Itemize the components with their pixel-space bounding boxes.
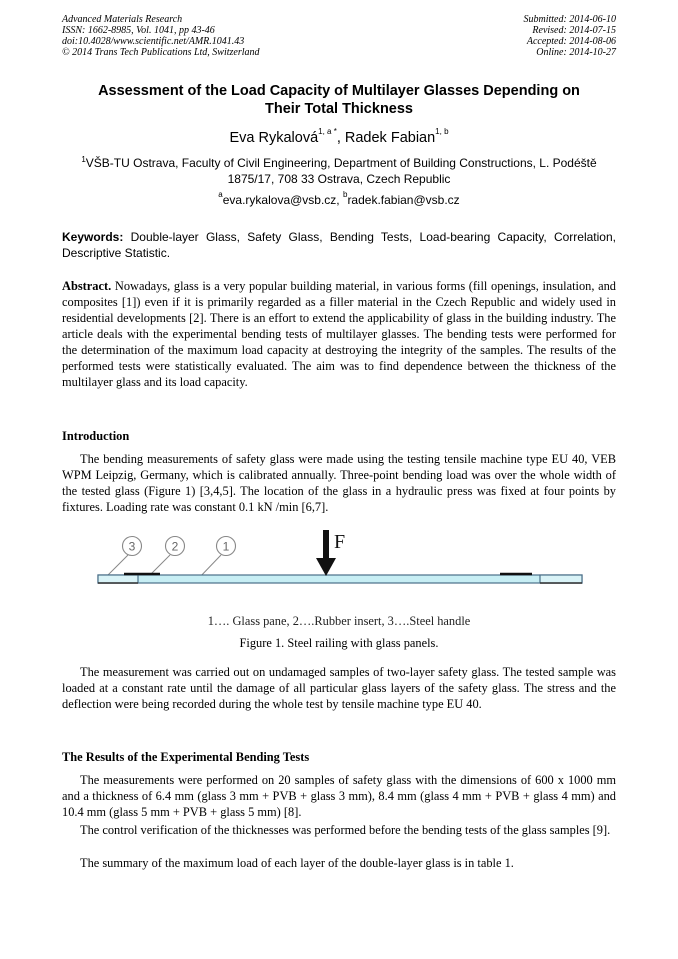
author-2: Radek Fabian [344,130,436,146]
date-online: Online: 2014-10-27 [536,47,616,58]
title-line-2: Their Total Thickness [265,101,413,117]
marker-1-label: 1 [222,539,230,554]
journal-issn: ISSN: 1662-8985, Vol. 1041, pp 43-46 [62,25,215,36]
date-accepted: Accepted: 2014-08-06 [526,36,616,47]
affiliation-line-2: 1875/17, 708 33 Ostrava, Czech Republic [227,172,451,186]
measurement-paragraph: The measurement was carried out on undamaged samples of two-layer safety glass. The tested sample was loaded at a constant rate until the damage of all particular glass layers of the safety glass. The stress and the deflection were being recorded during the whole test by tensile machine type EU 40. [62,665,616,711]
marker-3 [123,537,142,556]
steel-handle-right [540,575,582,583]
keywords-label: Keywords: [62,230,124,244]
journal-doi: doi:10.4028/www.scientific.net/AMR.1041.43 [62,36,245,47]
author-1-sup: 1, a * [318,127,337,136]
authors [62,127,616,146]
abstract-text: Nowadays, glass is a very popular building material, in various forms (fill openings, insulation, and composites [1]) even if it is primarily regarded as a filler material in the Czech Republic and widely used in residential developments [2]. There is an effort to extend the applicability of glass in the building industry. The article deals with the experimental bending tests of multilayer glasses. The bending tests were performed for the determination of the maximum load capacity at destroying the integrity of the samples. The results of the performed tests were statistically evaluated. The aim was to find dependence between the thickness of the multilayer glass and its load capacity. [62,279,616,389]
journal-name: Advanced Materials Research [62,14,183,25]
results-paragraph-3: The summary of the maximum load of each layer of the double-layer glass is in table 1. [80,856,514,870]
steel-handle-left [98,575,138,583]
keywords-text: Double-layer Glass, Safety Glass, Bending Tests, Load-bearing Capacity, Correlation, Descriptive Statistic. [62,230,616,260]
email-a-sup: a [218,190,223,199]
emails [62,190,616,207]
email-b[interactable]: radek.fabian@vsb.cz [347,193,460,207]
journal-copyright: © 2014 Trans Tech Publications Ltd, Switzerland [62,47,260,58]
journal-header [62,14,260,58]
dates-header [524,14,617,58]
paper-title [62,82,616,118]
abstract-label: Abstract. [62,279,112,293]
author-separator: , [336,130,345,146]
results-heading: The Results of the Experimental Bending Tests [62,750,310,764]
leader-2 [150,555,170,575]
results-paragraph-1: The measurements were performed on 20 samples of safety glass with the dimensions of 600 x 1000 mm and a thickness of 6.4 mm (glass 3 mm + PVB + glass 3 mm), 8.4 mm (glass 4 mm + PVB + glass 4 mm) and 10.4 mm (glass 5 mm + PVB + glass 5 mm) [8]. [62,773,616,819]
author-1: Eva Rykalová [229,130,319,146]
date-submitted: Submitted: 2014-06-10 [523,14,616,25]
intro-paragraph: The bending measurements of safety glass were made using the testing tensile machine type EU 40, VEB WPM Leipzig, Germany, which is calibrated annually. Three-point bending load was over the whole width of the tested glass (Figure 1) [3,4,5]. The location of the glass in a hydraulic press was fixed at four points by fixtures. Loading rate was constant 0.1 kN /min [6,7]. [62,452,616,514]
marker-3-label: 3 [128,539,136,554]
figure-caption: Figure 1. Steel railing with glass panels. [239,636,439,650]
keywords [62,229,616,261]
email-b-sup: b [342,190,348,199]
abstract [62,278,616,390]
force-label: F [334,531,346,553]
date-revised: Revised: 2014-07-15 [532,25,616,36]
author-2-sup: 1, b [435,127,449,136]
title-line-1: Assessment of the Load Capacity of Multilayer Glasses Depending on [98,83,580,99]
affiliation-line-1: VŠB-TU Ostrava, Faculty of Civil Engineering, Department of Building Constructions, L. Podéště [85,156,597,170]
glass-pane [98,575,582,583]
email-a[interactable]: eva.rykalova@vsb.cz, [222,193,340,207]
figure-legend: 1…. Glass pane, 2….Rubber insert, 3….Steel handle [207,614,471,628]
intro-heading: Introduction [62,429,130,443]
figure-1 [92,526,586,632]
marker-2-label: 2 [171,539,179,554]
affiliation-sup: 1 [81,155,86,164]
marker-1 [217,537,236,556]
results-paragraph-2: The control verification of the thicknesses was performed before the bending tests of the glass samples [9]. [80,823,611,837]
leader-3 [108,555,128,575]
marker-2 [166,537,185,556]
force-arrow [316,530,336,576]
affiliation [62,155,616,187]
